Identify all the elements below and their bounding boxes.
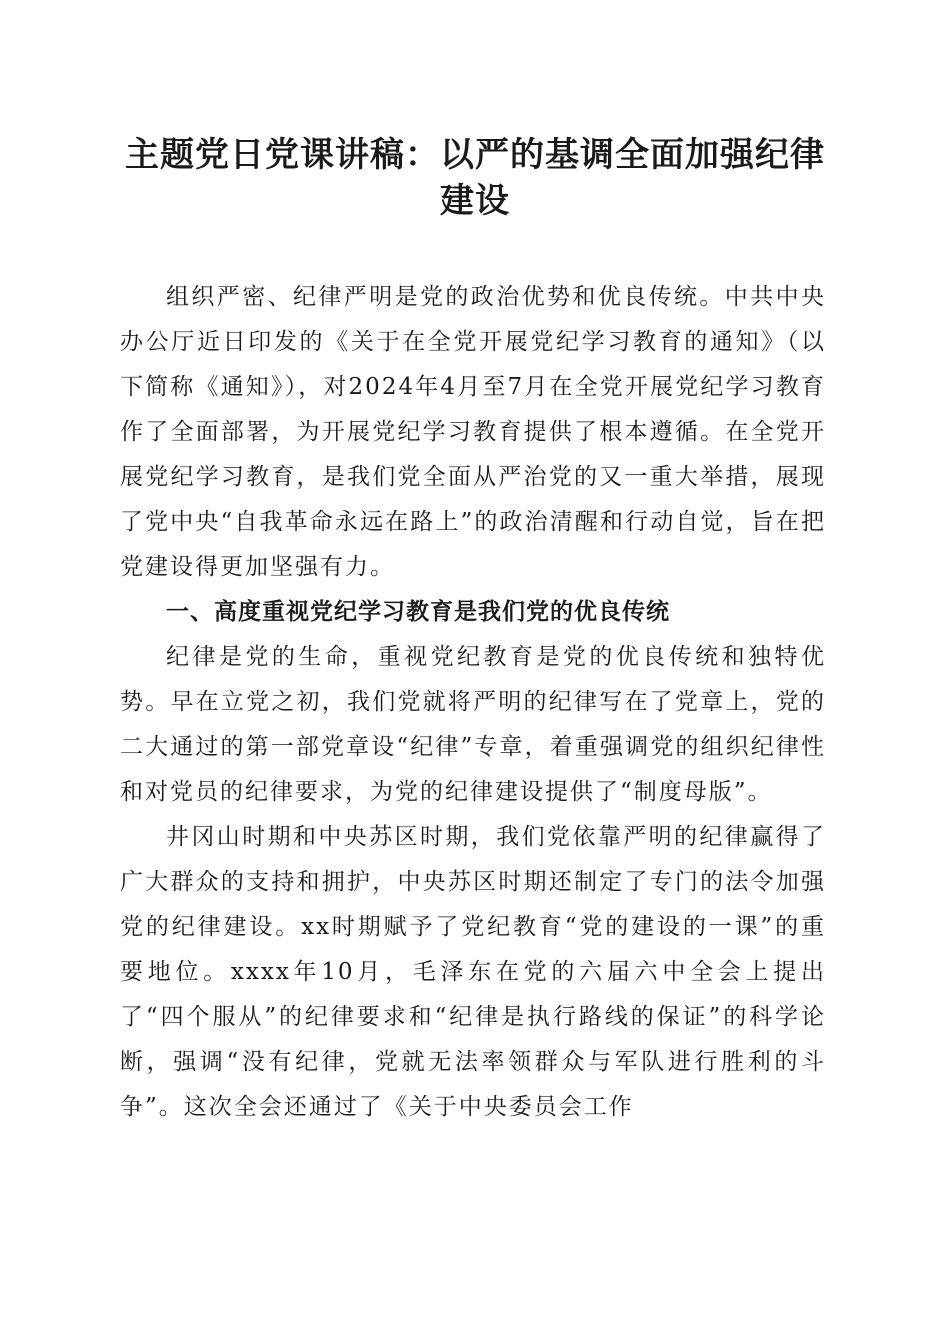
paragraph-discipline-tradition: 纪律是党的生命，重视党纪教育是党的优良传统和独特优势。早在立党之初，我们党就将严明的纪律写在了党章上，党的二大通过的第一部党章设“纪律”专章，着重强调党的组织纪律性和对党员的纪律要求，为党的纪律建设提供了“制度母版”。	[120, 644, 826, 805]
section-heading-1: 一、高度重视党纪学习教育是我们党的优良传统	[166, 599, 670, 625]
document-body	[120, 275, 826, 1130]
paragraph-jinggangshan-history: 井冈山时期和中央苏区时期，我们党依靠严明的纪律赢得了广大群众的支持和拥护，中央苏区时期还制定了专门的法令加强党的纪律建设。xx时期赋予了党纪教育“党的建设的一课”的重要地位。xxxx年10月，毛泽东在党的六届六中全会上提出了“四个服从”的纪律要求和“纪律是执行路线的保证”的科学论断，强调“没有纪律，党就无法率领群众与军队进行胜利的斗争”。这次全会还通过了《关于中央委员会工作	[120, 824, 826, 1120]
paragraph-intro: 组织严密、纪律严明是党的政治优势和优良传统。中共中央办公厅近日印发的《关于在全党开展党纪学习教育的通知》（以下简称《通知》），对2024年4月至7月在全党开展党纪学习教育作了全面部署，为开展党纪学习教育提供了根本遵循。在全党开展党纪学习教育，是我们党全面从严治党的又一重大举措，展现了党中央“自我革命永远在路上”的政治清醒和行动自觉，旨在把党建设得更加坚强有力。	[120, 284, 826, 580]
document-title: 主题党日党课讲稿：以严的基调全面加强纪律建设	[125, 135, 825, 221]
